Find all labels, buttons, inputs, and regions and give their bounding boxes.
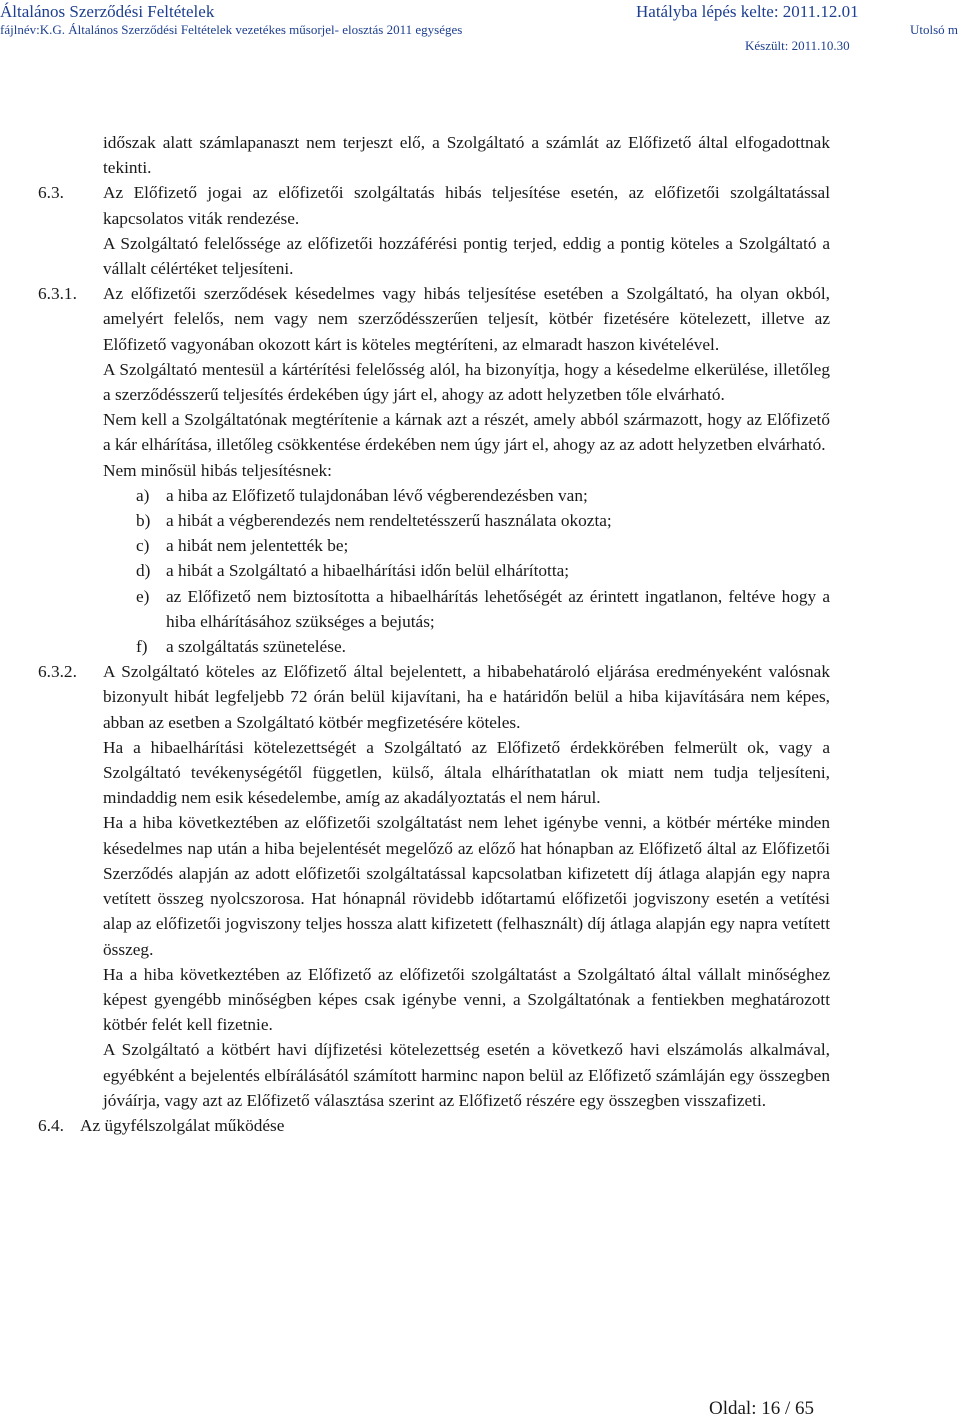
created-date: Készült: 2011.10.30: [745, 38, 850, 53]
section-number: 6.3.2.: [38, 662, 77, 682]
paragraph: Nem kell a Szolgáltatónak megtérítenie a kárnak azt a részét, amely abból származott, hogy az Előfizető a kár elhárítása, illetőleg csökkentése érdekében nem úgy járt el, ahogy az az adott helyzetben elvárható.: [103, 410, 830, 455]
list-text: a hibát a végberendezés nem rendeltetésszerű használata okozta;: [166, 511, 612, 531]
list-marker: a): [136, 485, 150, 505]
paragraph: A Szolgáltató mentesül a kártérítési felelősség alól, ha bizonyítja, hogy a késedelme elkerülése, illetőleg a szerződésszerű teljesítés érdekében úgy járt el, ahogy az adott helyzetben tőle elvárható.: [103, 359, 830, 405]
section-text: Az Előfizető jogai az előfizetői szolgáltatás hibás teljesítése esetén, az előfizetői szolgáltatással kapcsolatos viták rendezése.: [103, 183, 830, 228]
section-heading: Az ügyfélszolgálat működése: [80, 1115, 285, 1135]
section-number: 6.3.1.: [38, 284, 77, 304]
document-title: Általános Szerződési Feltételek: [0, 2, 215, 21]
list-marker: c): [136, 536, 150, 556]
section-number: 6.3.: [38, 183, 64, 203]
paragraph: Ha a hiba következtében az előfizetői szolgáltatást nem lehet igénybe venni, a kötbér mértéke minden késedelmes nap után a hiba bejelentését megelőző az előző hat hónapban az Előfizető által az Előfizetői Szerződés alapján az adott előfizetői szolgáltatással kapcsolatban kifizetett díj átlaga alapján egy napra vetített összeg nyolcszorosa. Hat hónapnál rövidebb időtartamú előfizetői jogviszony esetén a vetítési alap az előfizetői jogviszony teljes hossza alatt kifizetett (felhasznált) díj átlaga alapján egy napra vetített összeg.: [103, 813, 830, 959]
list-text: a hiba az Előfizető tulajdonában lévő végberendezésben van;: [166, 485, 588, 505]
list-item: [0, 558, 830, 583]
list-marker: b): [136, 511, 151, 531]
file-name: fájlnév:K.G. Általános Szerződési Feltételek vezetékes műsorjel- elosztás 2011 egységes: [0, 22, 463, 37]
list-text: az Előfizető nem biztosította a hibaelhárítás lehetőségét az érintett ingatlanon, feltéve hogy a hiba elhárításához szükséges a bejutás;: [166, 586, 830, 631]
paragraph: Nem minősül hibás teljesítésnek:: [103, 460, 332, 480]
list-item: [0, 533, 830, 558]
paragraph: időszak alatt számlapanaszt nem terjeszt elő, a Szolgáltató a számlát az Előfizető által elfogadottnak tekinti.: [103, 133, 830, 178]
list-text: a szolgáltatás szünetelése.: [166, 637, 346, 657]
section-number: 6.4.: [38, 1115, 64, 1135]
page-number: Oldal: 16 / 65: [709, 1398, 815, 1419]
list-text: a hibát a Szolgáltató a hibaelhárítási időn belül elhárította;: [166, 561, 570, 581]
list-item: [0, 634, 830, 659]
effective-date: Hatályba lépés kelte: 2011.12.01: [636, 2, 859, 21]
section-6-3-2: [0, 659, 830, 735]
section-6-3-1: [0, 281, 830, 357]
last-modified-truncated: Utolsó m: [910, 22, 959, 37]
paragraph: Ha a hibaelhárítási kötelezettségét a Szolgáltató az Előfizető érdekkörében felmerült ok, vagy a Szolgáltató tevékenységétől független, külső, általa elháríthatatlan ok miatt nem tudja teljesíteni, mindaddig nem esik késedelembe, amíg az akadályoztatás el nem hárul.: [103, 737, 830, 808]
list-marker: e): [136, 586, 150, 606]
section-text: A Szolgáltató köteles az Előfizető által bejelentett, a hibabehatároló eljárása eredményeként valósnak bizonyult hibát legfeljebb 72 órán belül kijavítani, ha e határidőn belül a hiba kijavítására nem képes, abban az esetben a Szolgáltató kötbér megfizetésére köteles.: [103, 662, 830, 732]
page-body: [0, 130, 960, 1138]
list-marker: f): [136, 637, 148, 657]
list-item: [0, 483, 830, 508]
list-item: [0, 584, 830, 634]
paragraph: A Szolgáltató felelőssége az előfizetői hozzáférési pontig terjed, eddig a pontig köteles a Szolgáltató a vállalt célértéket teljesíteni.: [103, 233, 830, 279]
list-item: [0, 508, 830, 533]
paragraph: A Szolgáltató a kötbért havi díjfizetési kötelezettség esetén a következő havi elszámolás alkalmával, egyébként a bejelentés elbírálásától számított harminc napon belül az Előfizető számláján egy összegben jóváírja, vagy azt az Előfizető választása szerint az Előfizető részére egy összegben visszafizeti.: [103, 1040, 830, 1110]
section-6-4: [0, 1113, 960, 1138]
section-text: Az előfizetői szerződések késedelmes vagy hibás teljesítése esetében a Szolgáltató, ha olyan okból, amelyért felelős, nem vagy nem szerződésszerűen teljesít, kötbér fizetésére kötelezett, illetve az Előfizető vagyonában okozott kárt is köteles megtéríteni, az elmaradt haszon kivételével.: [103, 284, 830, 354]
section-6-3: [0, 180, 830, 230]
list-marker: d): [136, 561, 151, 581]
paragraph: Ha a hiba következtében az Előfizető az előfizetői szolgáltatást a Szolgáltató által vállalt minőséghez képest gyengébb minőségben képes csak igénybe venni, a Szolgáltatónak a fentiekben meghatározott kötbér felét kell fizetnie.: [103, 964, 830, 1035]
list-text: a hibát nem jelentették be;: [166, 536, 349, 556]
